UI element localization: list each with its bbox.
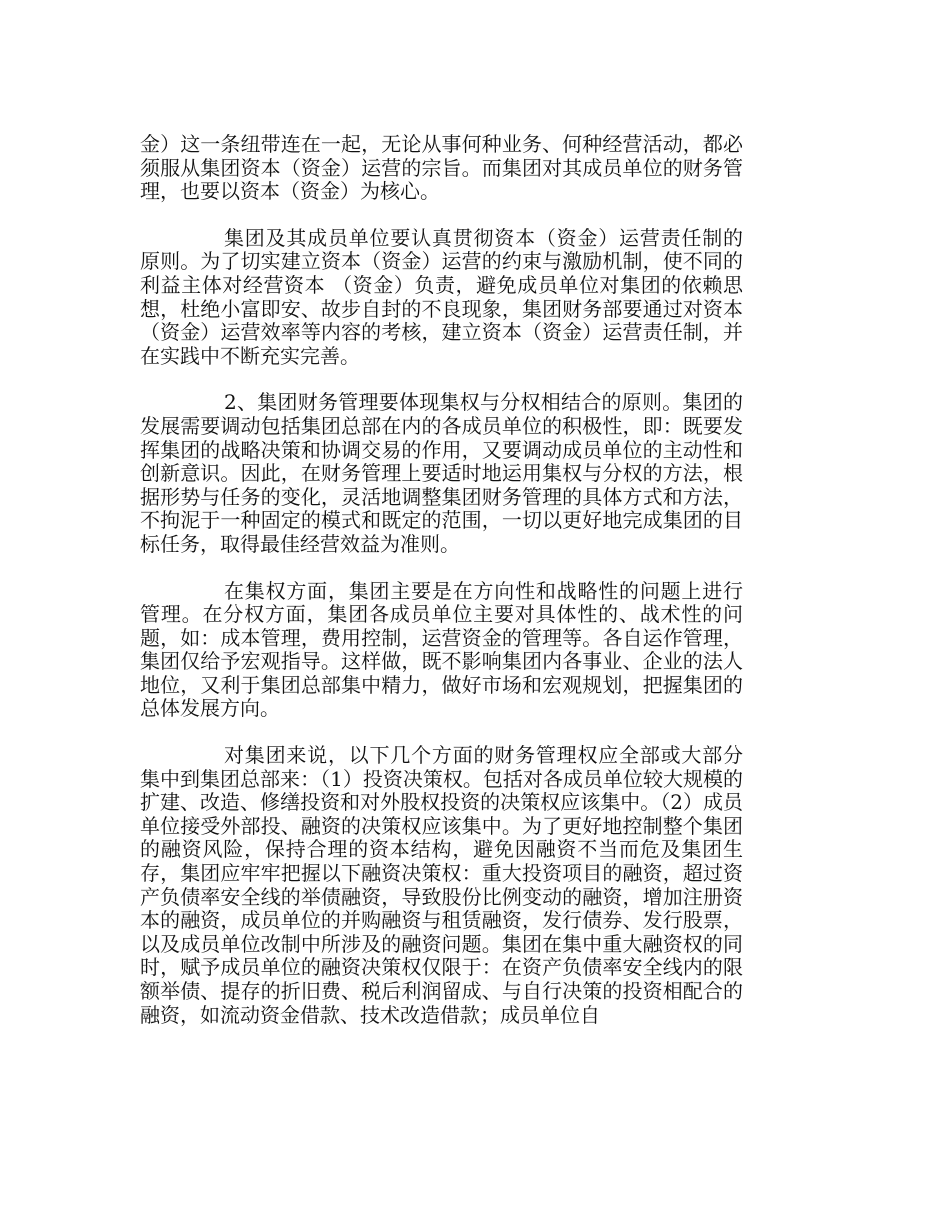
paragraph-continuation: 金）这一条纽带连在一起，无论从事何种业务、何种经营活动，都必须服从集团资本（资金）运营的宗旨。而集团对其成员单位的财务管理，也要以资本（资金）为核心。 — [140, 132, 743, 204]
paragraph-financial-authority: 对集团来说，以下几个方面的财务管理权应全部或大部分集中到集团总部来：（1）投资决策权。包括对各成员单位较大规模的扩建、改造、修缮投资和对外股权投资的决策权应该集中。（2）成员单位接受外部投、融资的决策权应该集中。为了更好地控制整个集团的融资风险，保持合理的资本结构，避免因融资不当而危及集团生存，集团应牢牢把握以下融资决策权：重大投资项目的融资，超过资产负债率安全线的举债融资，导致股份比例变动的融资，增加注册资本的融资，成员单位的并购融资与租赁融资，发行债券、发行股票，以及成员单位改制中所涉及的融资问题。集团在集中重大融资权的同时，赋予成员单位的融资决策权仅限于：在资产负债率安全线内的限额举债、提存的折旧费、税后利润留成、与自行决策的投资相配合的融资，如流动资金借款、技术改造借款；成员单位自 — [140, 743, 743, 1027]
document-body — [140, 132, 750, 1050]
paragraph-responsibility-system: 集团及其成员单位要认真贯彻资本（资金）运营责任制的原则。为了切实建立资本（资金）运营的约束与激励机制，使不同的利益主体对经营资本 （资金）负责，避免成员单位对集团的依赖思想，杜绝小富即安、故步自封的不良现象，集团财务部要通过对资本 （资金）运营效率等内容的考核，建立资本（资金）运营责任制，并在实践中不断充实完善。 — [140, 225, 750, 368]
paragraph-centralization-aspects: 在集权方面，集团主要是在方向性和战略性的问题上进行管理。在分权方面，集团各成员单位主要对具体性的、战术性的问题，如：成本管理，费用控制，运营资金的管理等。各自运作管理，集团仅给予宏观指导。这样做，既不影响集团内各事业、企业的法人地位，又利于集团总部集中精力，做好市场和宏观规划，把握集团的总体发展方向。 — [140, 578, 743, 721]
paragraph-centralization-principle: 2、集团财务管理要体现集权与分权相结合的原则。集团的发展需要调动包括集团总部在内的各成员单位的积极性，即：既要发挥集团的战略决策和协调交易的作用，又要调动成员单位的主动性和创新意识。因此，在财务管理上要适时地运用集权与分权的方法，根据形势与任务的变化，灵活地调整集团财务管理的具体方式和方法，不拘泥于一种固定的模式和既定的范围，一切以更好地完成集团的目标任务，取得最佳经营效益为准则。 — [140, 390, 743, 556]
